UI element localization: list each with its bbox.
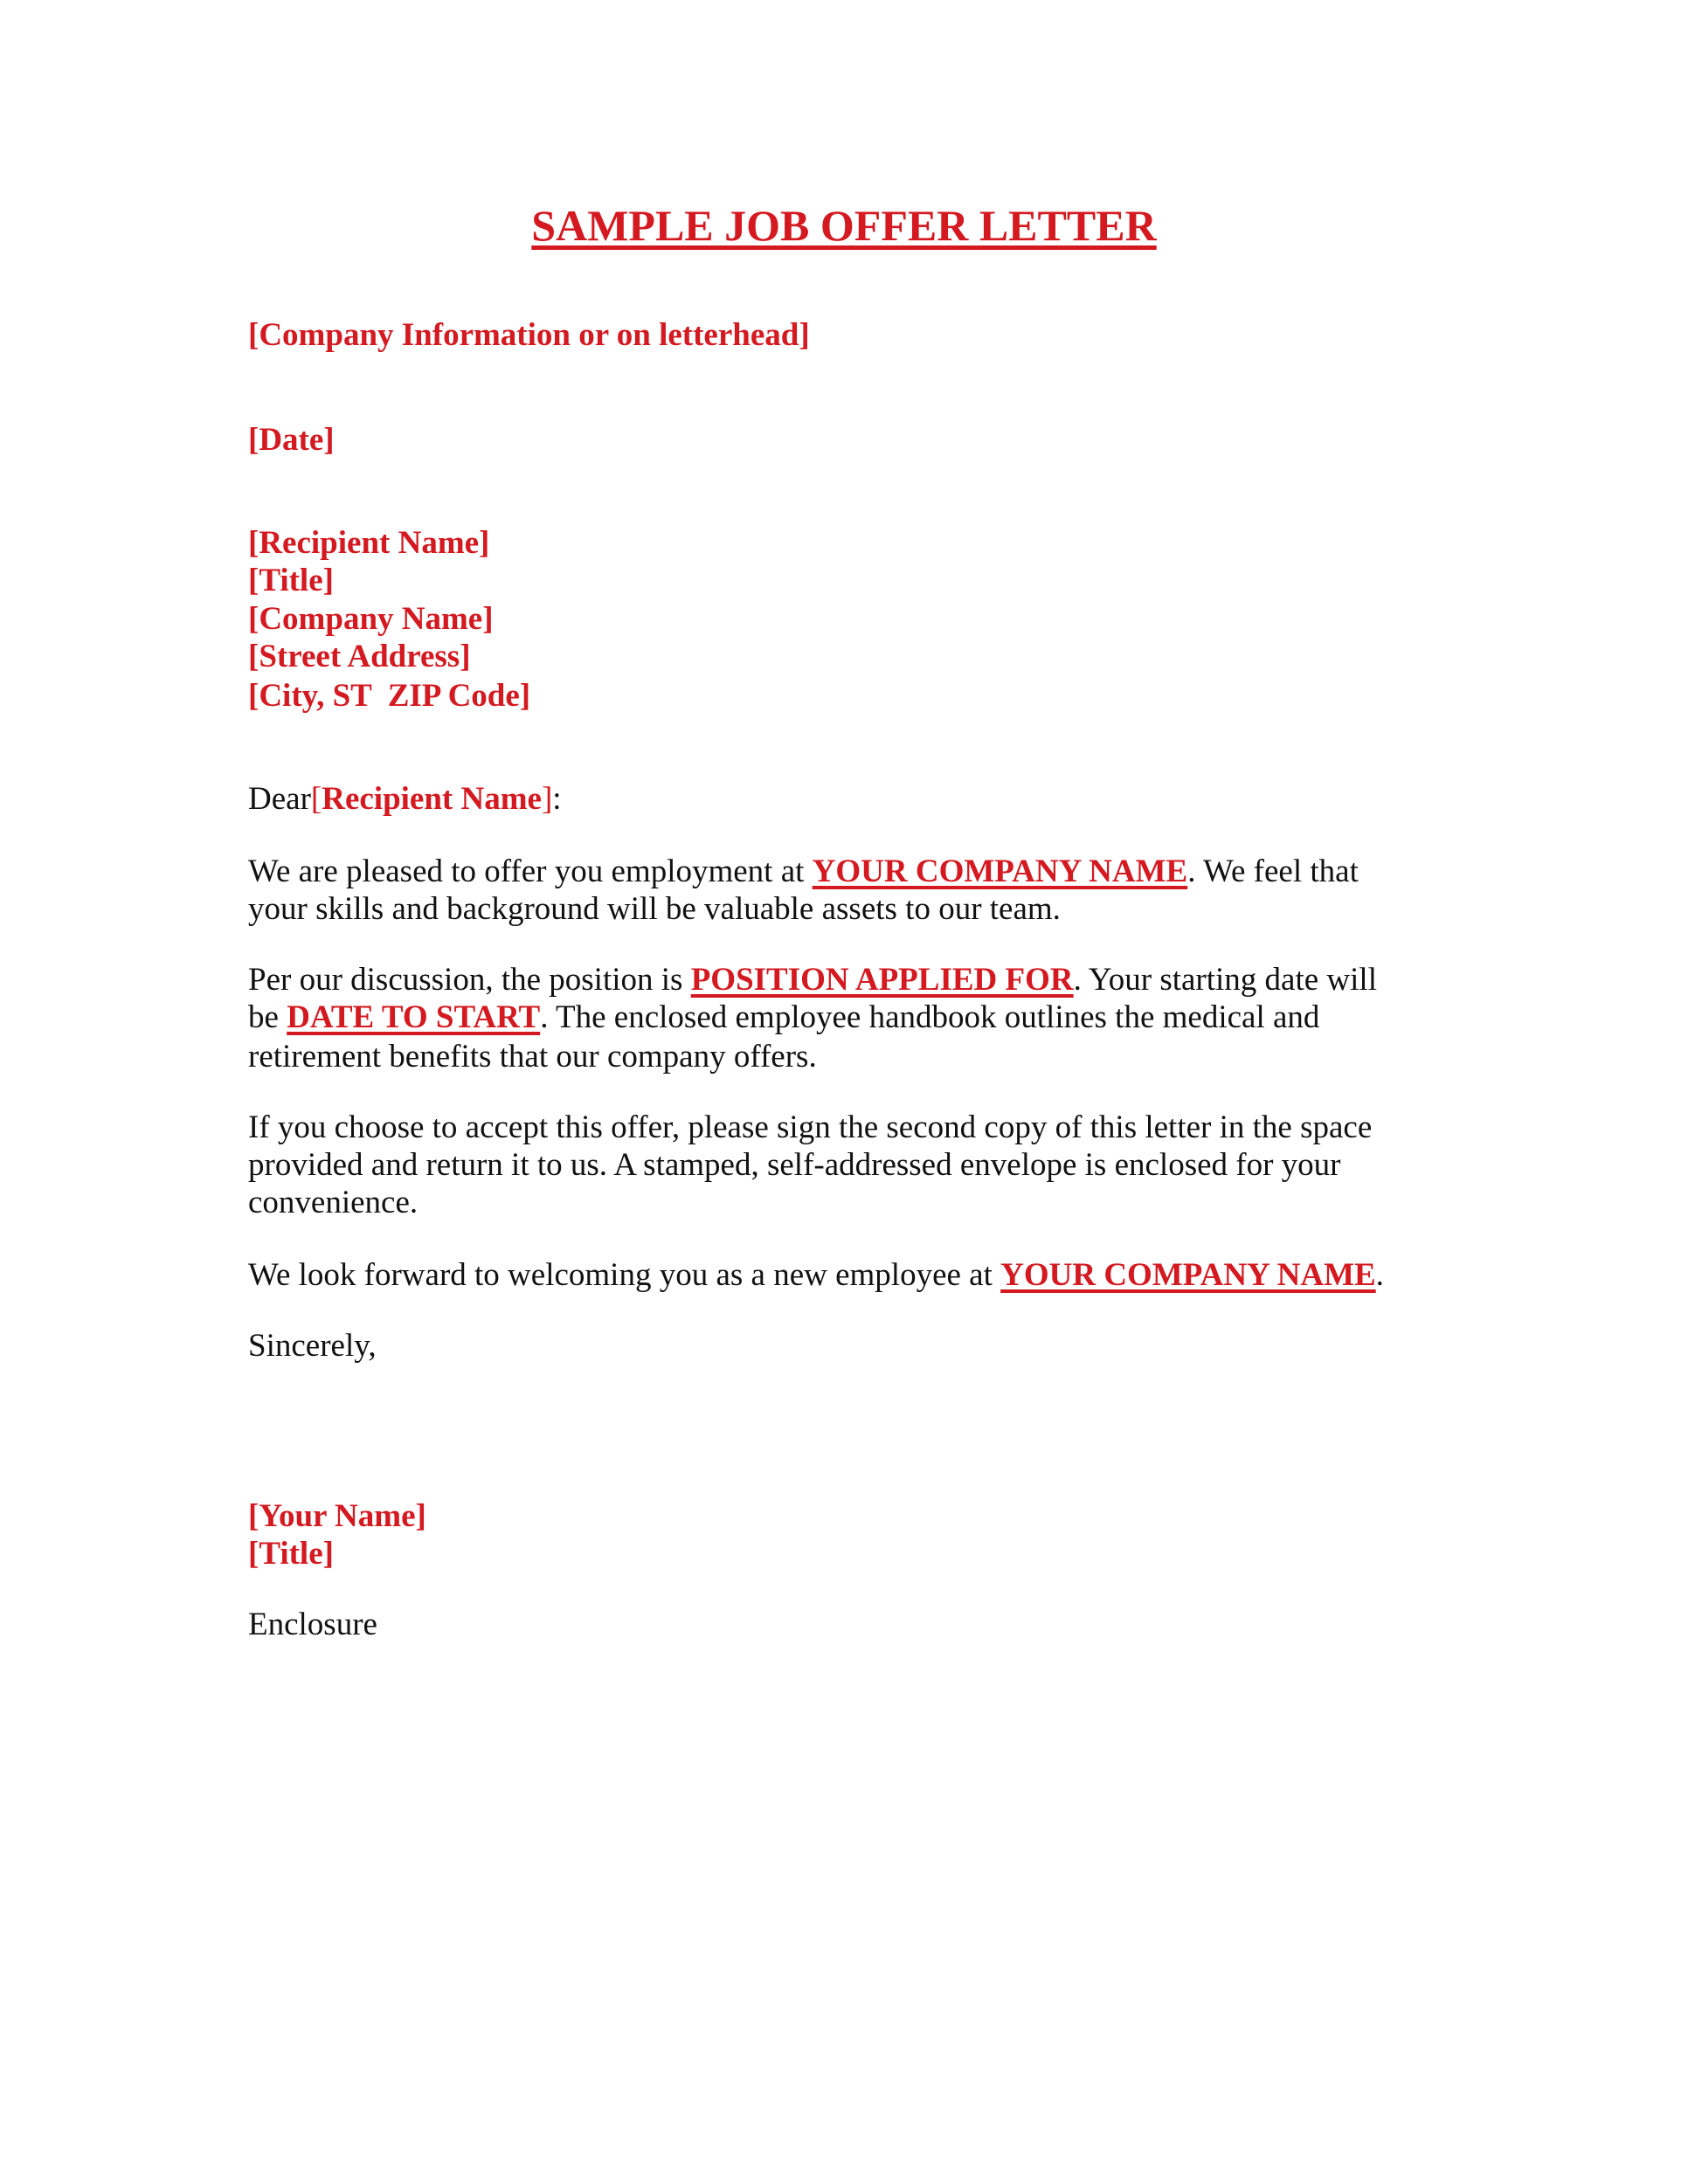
paragraph-line: provided and return it to us. A stamped, self-addressed envelope is enclosed for your (248, 1147, 1341, 1183)
recipient-street-placeholder: [Street Address] (248, 639, 471, 674)
paragraph-line (248, 961, 1377, 999)
text-run: . Your starting date will (1073, 962, 1377, 998)
paragraph-line: convenience. (248, 1185, 419, 1220)
date-placeholder: [Date] (248, 422, 335, 458)
recipient-city-placeholder: [City, ST ZIP Code] (248, 678, 531, 714)
position-placeholder: POSITION APPLIED FOR (690, 962, 1074, 998)
paragraph-line (248, 999, 1319, 1037)
paragraph-line: If you choose to accept this offer, please sign the second copy of this letter in the space (248, 1109, 1373, 1145)
salutation-close-bracket: ] (541, 781, 553, 817)
text-run: We look forward to welcoming you as a new employee at (248, 1257, 1001, 1293)
company-name-placeholder: YOUR COMPANY NAME (1000, 1257, 1376, 1293)
recipient-title-placeholder: [Title] (248, 563, 334, 598)
paragraph-line: your skills and background will be valuable assets to our team. (248, 891, 1061, 927)
company-info-placeholder: [Company Information or on letterhead] (248, 317, 810, 353)
text-run: . (1375, 1257, 1384, 1293)
salutation-open-bracket: [ (310, 781, 322, 817)
enclosure-note: Enclosure (248, 1607, 377, 1642)
salutation-name-placeholder: Recipient Name (322, 781, 542, 817)
recipient-company-placeholder: [Company Name] (248, 601, 494, 637)
letter-title: SAMPLE JOB OFFER LETTER (531, 201, 1157, 250)
paragraph-line: retirement benefits that our company offers. (248, 1039, 817, 1075)
paragraph-line (248, 853, 1359, 891)
signer-title-placeholder: [Title] (248, 1536, 334, 1572)
text-run: . The enclosed employee handbook outlines the medical and (540, 999, 1320, 1035)
text-run: be (248, 999, 287, 1035)
text-run: We are pleased to offer you employment at (248, 854, 813, 889)
paragraph-line (248, 1256, 1384, 1295)
text-run: Per our discussion, the position is (248, 962, 691, 998)
company-name-placeholder: YOUR COMPANY NAME (812, 854, 1188, 889)
start-date-placeholder: DATE TO START (287, 999, 541, 1035)
closing: Sincerely, (248, 1328, 377, 1364)
signer-name-placeholder: [Your Name] (248, 1498, 426, 1534)
salutation-colon: : (552, 781, 562, 817)
salutation-prefix: Dear (248, 781, 311, 817)
recipient-name-placeholder: [Recipient Name] (248, 525, 490, 561)
text-run: . We feel that (1187, 854, 1359, 889)
salutation (248, 780, 562, 819)
